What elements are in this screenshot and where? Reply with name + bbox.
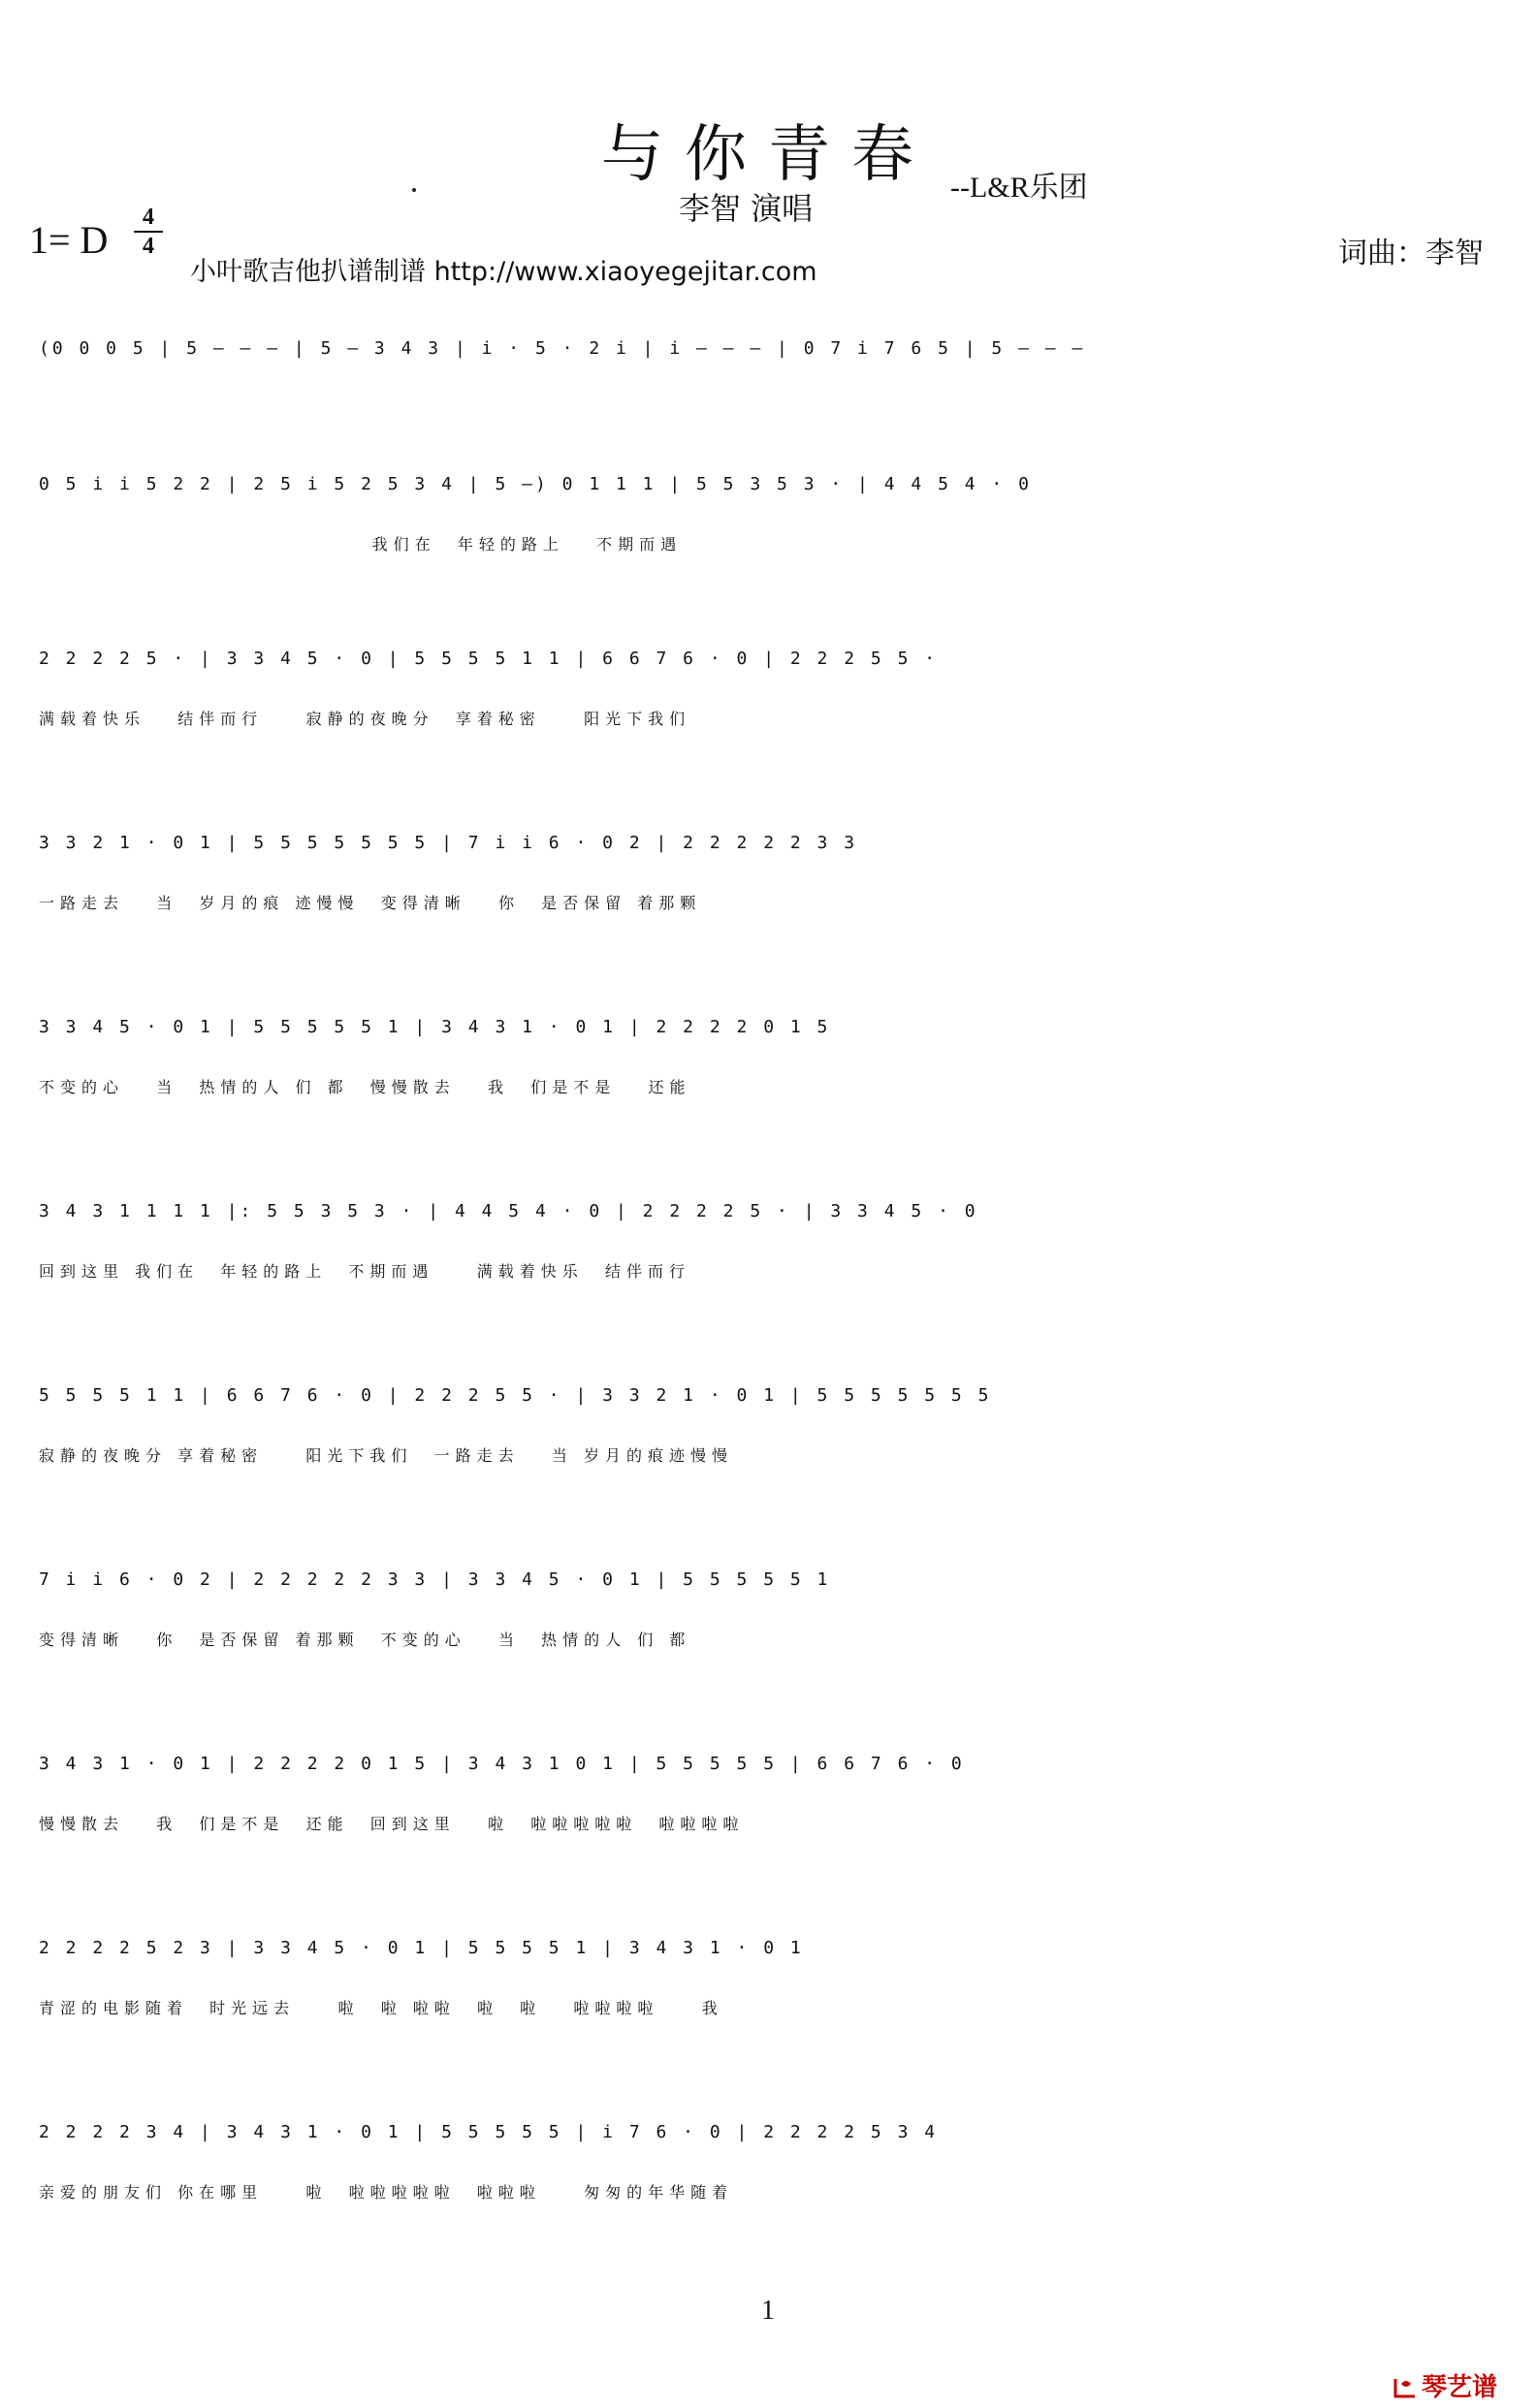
band-name: --L&R乐团 — [950, 172, 1088, 204]
notation-line: 2 2 2 2 5 · | 3 3 4 5 · 0 | 5 5 5 5 1 1 | 6 6 7 6 · 0 | 2 2 2 5 5 · — [39, 649, 939, 669]
notation-line: 3 3 2 1 · 0 1 | 5 5 5 5 5 5 5 | 7 i i 6 · 0 2 | 2 2 2 2 2 3 3 — [39, 833, 858, 853]
lyrics-line: 青涩的电影随着 时光远去 啦 啦 啦啦 啦 啦 啦啦啦啦 我 — [39, 1999, 723, 2017]
time-signature-top: 4 — [134, 204, 163, 233]
notation-line: 7 i i 6 · 0 2 | 2 2 2 2 2 3 3 | 3 3 4 5 · 0 1 | 5 5 5 5 5 1 — [39, 1569, 831, 1590]
time-signature — [134, 204, 163, 260]
lyrics-line: 慢慢散去 我 们是不是 还能 回到这里 啦 啦啦啦啦啦 啦啦啦啦 — [39, 1815, 745, 1833]
time-signature-bottom: 4 — [143, 234, 154, 259]
notation-line: 2 2 2 2 5 2 3 | 3 3 4 5 · 0 1 | 5 5 5 5 1 | 3 4 3 1 · 0 1 — [39, 1938, 804, 1958]
decorative-dot — [412, 188, 416, 192]
notation-line: 0 5 i i 5 2 2 | 2 5 i 5 2 5 3 4 | 5 –) 0 1 1 1 | 5 5 3 5 3 · | 4 4 5 4 · 0 — [39, 474, 1032, 494]
notation-line: 3 4 3 1 · 0 1 | 2 2 2 2 0 1 5 | 3 4 3 1 0 1 | 5 5 5 5 5 | 6 6 7 6 · 0 — [39, 1754, 965, 1774]
lyrics-line: 回到这里 我们在 年轻的路上 不期而遇 满载着快乐 结伴而行 — [39, 1262, 690, 1281]
notation-line: 3 3 4 5 · 0 1 | 5 5 5 5 5 1 | 3 4 3 1 · 0 1 | 2 2 2 2 0 1 5 — [39, 1017, 831, 1037]
composer-credit: 词曲：李智 — [1338, 237, 1484, 270]
lyrics-line: 变得清晰 你 是否保留 着那颗 不变的心 当 热情的人 们 都 — [39, 1631, 691, 1649]
notation-line: (0 0 0 5 | 5 – – – | 5 – 3 4 3 | i · 5 · 2 i | i – – – | 0 7 i 7 6 5 | 5 – – – — [39, 338, 1086, 359]
page-number: 1 — [761, 2296, 775, 2326]
singer-credit: 李智 演唱 — [679, 190, 814, 227]
notation-line: 5 5 5 5 1 1 | 6 6 7 6 · 0 | 2 2 2 5 5 · | 3 3 2 1 · 0 1 | 5 5 5 5 5 5 5 — [39, 1385, 992, 1406]
piano-logo-icon — [1392, 2376, 1418, 2399]
watermark-logo — [1392, 2367, 1497, 2403]
transcriber-credit: 小叶歌吉他扒谱制谱 http://www.xiaoyegejitar.com — [190, 257, 817, 287]
lyrics-line: 亲爱的朋友们 你在哪里 啦 啦啦啦啦啦 啦啦啦 匆匆的年华随着 — [39, 2183, 734, 2202]
notation-line: 3 4 3 1 1 1 1 |: 5 5 3 5 3 · | 4 4 5 4 · 0 | 2 2 2 2 5 · | 3 3 4 5 · 0 — [39, 1201, 978, 1221]
lyrics-line: 寂静的夜晚分 享着秘密 阳光下我们 一路走去 当 岁月的痕迹慢慢 — [39, 1446, 733, 1465]
notation-line: 2 2 2 2 3 4 | 3 4 3 1 · 0 1 | 5 5 5 5 5 | i 7 6 · 0 | 2 2 2 2 5 3 4 — [39, 2122, 939, 2142]
lyrics-line: 我们在 年轻的路上 不期而遇 — [39, 535, 683, 554]
lyrics-line: 一路走去 当 岁月的痕 迹慢慢 变得清晰 你 是否保留 着那颗 — [39, 894, 702, 912]
lyrics-line: 不变的心 当 热情的人 们 都 慢慢散去 我 们是不是 还能 — [39, 1078, 691, 1096]
song-title: 与你青春 — [601, 119, 935, 191]
key-signature: 1= D — [29, 218, 109, 262]
lyrics-line: 满载着快乐 结伴而行 寂静的夜晚分 享着秘密 阳光下我们 — [39, 710, 691, 728]
watermark-text: 琴艺谱 — [1422, 2373, 1498, 2402]
